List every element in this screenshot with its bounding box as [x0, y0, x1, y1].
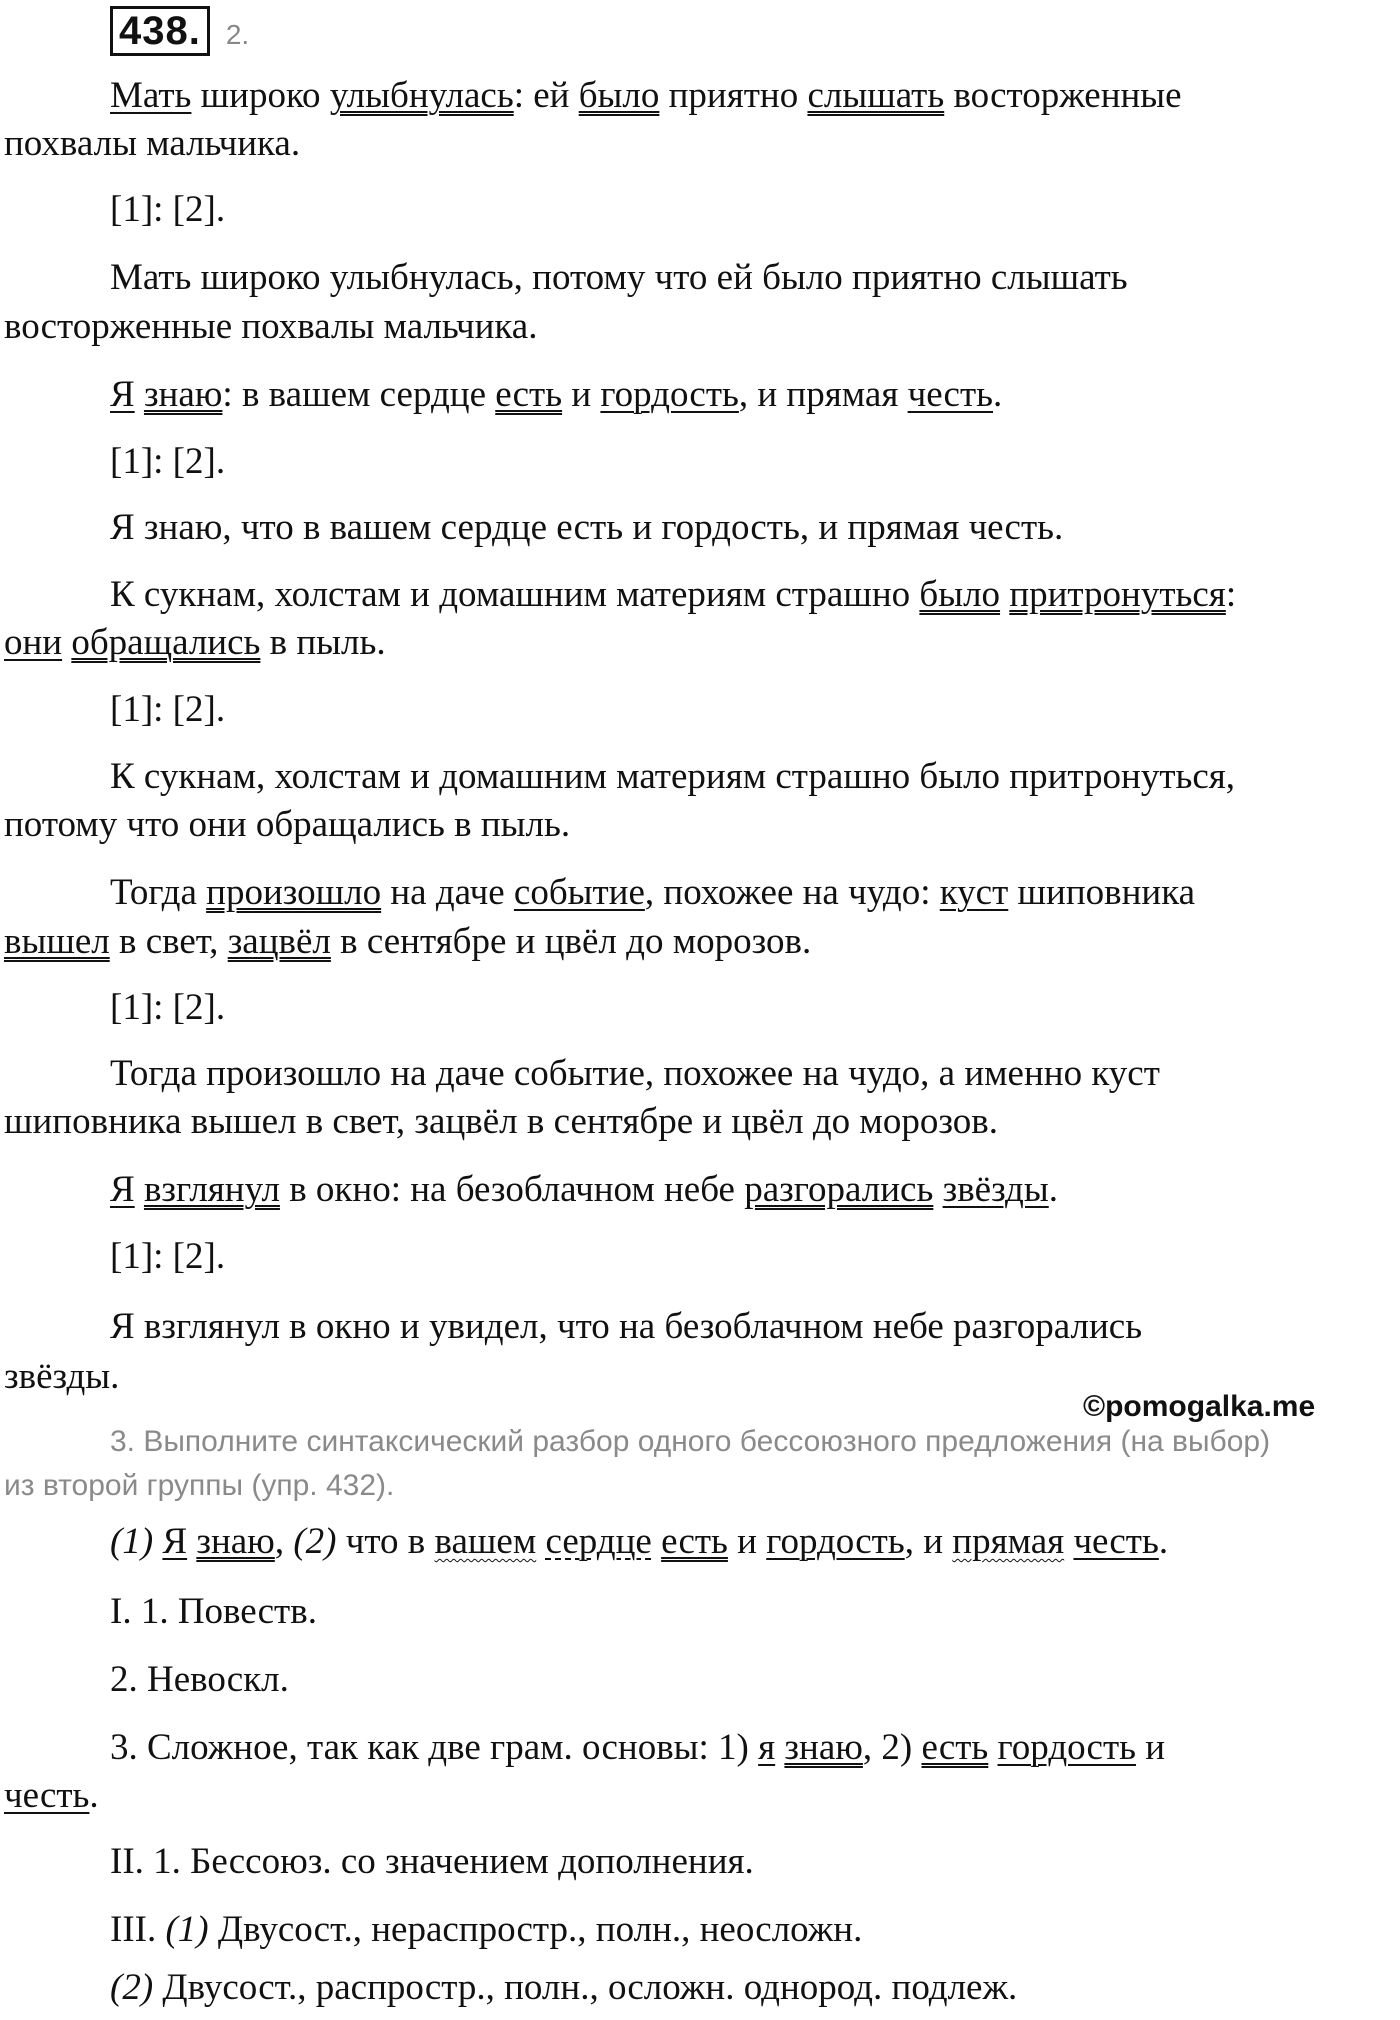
text-segment [988, 1727, 997, 1768]
marked-word: (1) [110, 1521, 154, 1562]
text-segment: , [274, 1521, 294, 1562]
text-line-4 [4, 305, 537, 349]
marked-word: честь [4, 1775, 90, 1816]
text-segment: Тогда произошло на даче событие, похожее на чудо, а именно куст [110, 1053, 1160, 1094]
text-line-3 [110, 256, 1128, 300]
text-segment: приятно [659, 75, 808, 116]
marked-word: Я [110, 1169, 135, 1210]
exercise-number: 438. [110, 6, 210, 56]
marked-word: 3. Выполните синтаксический разбор одного бессоюзного предложения (на выбор) [110, 1425, 1271, 1458]
text-line-5 [110, 373, 1002, 417]
text-segment [933, 1169, 942, 1210]
marked-word: куст [939, 872, 1009, 913]
text-segment: Мать широко улыбнулась, потому что ей было приятно слышать [110, 257, 1128, 298]
text-segment [187, 1521, 196, 1562]
analysis-line-5 [110, 1840, 754, 1884]
marked-word: Я [110, 374, 135, 415]
analysis-line-4 [4, 1774, 99, 1818]
text-line-10 [4, 803, 570, 847]
marked-word: обращались [71, 622, 261, 663]
analysis-line-6 [110, 1908, 862, 1952]
marked-word: слышать [807, 75, 945, 116]
text-segment [135, 374, 144, 415]
marked-word: Мать [110, 75, 192, 116]
text-line-9 [110, 755, 1235, 799]
text-segment: , и [904, 1521, 953, 1562]
analysis-sentence [110, 1520, 1168, 1564]
marked-word: честь [907, 374, 994, 415]
text-segment: . [993, 374, 1003, 415]
marked-word: улыбнулась [329, 75, 514, 116]
text-segment: , похожее на чудо: [644, 872, 940, 913]
analysis-line-2 [110, 1658, 289, 1702]
marked-word: есть [921, 1727, 989, 1768]
text-segment: [1]: [2]. [110, 689, 226, 730]
marked-word: было [919, 574, 1001, 615]
text-segment: и [1136, 1727, 1166, 1768]
marked-word: гордость [766, 1521, 905, 1562]
text-line-17 [4, 1355, 119, 1399]
marked-word: произошло [206, 872, 382, 913]
marked-word: знаю [196, 1521, 275, 1562]
marked-word: вышел [4, 921, 110, 962]
text-segment: I. 1. Повеств. [110, 1591, 317, 1632]
marked-word: звёзды [942, 1169, 1049, 1210]
text-segment: К сукнам, холстам и домашним материям страшно [110, 574, 920, 615]
marked-word: (1) [165, 1909, 209, 1950]
text-segment [62, 622, 71, 663]
text-line-2 [4, 122, 300, 166]
task-3-text-line-1 [110, 1418, 1270, 1464]
text-segment: в свет, [109, 921, 228, 962]
text-line-1 [110, 74, 1182, 118]
marked-word: гордость [600, 374, 739, 415]
marked-word: сердце [545, 1521, 652, 1562]
text-line-16 [110, 1305, 1142, 1349]
watermark: ©pomogalka.me [1083, 1390, 1316, 1423]
marked-word: событие [513, 872, 645, 913]
text-segment [652, 1521, 661, 1562]
text-line-6 [110, 506, 1063, 550]
text-segment: на даче [381, 872, 514, 913]
marked-word: прямая [952, 1521, 1065, 1562]
text-segment: . [1158, 1521, 1169, 1562]
marked-word: (2) [293, 1521, 337, 1562]
text-line-8 [4, 621, 386, 665]
text-line-15 [110, 1168, 1058, 1212]
text-segment: , и прямая [738, 374, 908, 415]
text-line-14 [4, 1100, 998, 1144]
task-number: 2. [225, 19, 250, 50]
text-segment: [1]: [2]. [110, 987, 226, 1028]
text-segment: : в вашем сердце [222, 374, 496, 415]
scheme-line-5 [110, 1235, 225, 1279]
analysis-line-1 [110, 1590, 317, 1634]
scheme-line-4 [110, 986, 225, 1030]
text-segment: . [89, 1775, 99, 1816]
marked-word: есть [661, 1521, 728, 1562]
text-segment [1000, 574, 1009, 615]
marked-word: притронуться [1009, 574, 1226, 615]
text-segment: II. 1. Бессоюз. со значением дополнения. [110, 1841, 754, 1882]
text-segment: [1]: [2]. [110, 189, 226, 230]
scheme-line-2 [110, 440, 225, 484]
text-segment: восторженные похвалы мальчика. [4, 306, 538, 347]
text-segment: шиповника [1008, 872, 1196, 913]
marked-word: знаю [143, 374, 223, 415]
marked-word: они [4, 622, 63, 663]
text-segment: и [727, 1521, 767, 1562]
text-segment: Я знаю, что в вашем сердце есть и гордость, и прямая честь. [110, 507, 1064, 548]
marked-word: знаю [784, 1727, 863, 1768]
text-segment: III. [110, 1909, 166, 1950]
text-segment: шиповника вышел в свет, зацвёл в сентябре и цвёл до морозов. [4, 1101, 998, 1142]
text-segment: восторженные [944, 75, 1182, 116]
text-segment: : [1225, 574, 1237, 615]
task-3-text-line-2 [4, 1462, 394, 1508]
text-segment: широко [191, 75, 330, 116]
marked-word: (2) [110, 1967, 154, 2008]
text-line-7 [110, 573, 1236, 617]
marked-word: зацвёл [227, 921, 331, 962]
marked-word: гордость [997, 1727, 1137, 1768]
text-segment: . [1048, 1169, 1058, 1210]
text-segment [135, 1169, 144, 1210]
text-segment: : ей [513, 75, 579, 116]
text-segment: Двусост., распростр., полн., осложн. однород. подлеж. [153, 1967, 1018, 2008]
text-line-13 [110, 1052, 1160, 1096]
text-segment: и [562, 374, 601, 415]
text-segment: что в [336, 1521, 435, 1562]
text-segment: К сукнам, холстам и домашним материям страшно было притронуться, [110, 756, 1236, 797]
text-segment: [1]: [2]. [110, 441, 226, 482]
marked-word: Я [162, 1521, 188, 1562]
marked-word: взглянул [143, 1169, 280, 1210]
text-segment: Я взглянул в окно и увидел, что на безоблачном небе разгорались [110, 1306, 1143, 1347]
text-segment: звёзды. [4, 1356, 120, 1397]
text-segment: Двусост., нераспростр., полн., неосложн. [208, 1909, 863, 1950]
text-line-12 [4, 920, 811, 964]
analysis-line-3 [110, 1726, 1165, 1770]
text-segment: [1]: [2]. [110, 1236, 226, 1277]
text-segment: в сентябре и цвёл до морозов. [330, 921, 812, 962]
marked-word: разгорались [744, 1169, 934, 1210]
text-segment: в пыль. [260, 622, 386, 663]
text-line-11 [110, 871, 1195, 915]
marked-word: есть [495, 374, 563, 415]
text-segment: 3. Сложное, так как две грам. основы: 1) [110, 1727, 759, 1768]
scheme-line-1 [110, 188, 225, 232]
analysis-line-7 [110, 1966, 1017, 2010]
marked-word: я [758, 1727, 776, 1768]
scheme-line-3 [110, 688, 225, 732]
marked-word: честь [1073, 1521, 1159, 1562]
text-segment: Тогда [110, 872, 207, 913]
marked-word: из второй группы (упр. 432). [4, 1469, 395, 1502]
marked-word: вашем [434, 1521, 537, 1562]
text-segment: 2. Невоскл. [110, 1659, 289, 1700]
marked-word: было [578, 75, 660, 116]
text-segment: , 2) [862, 1727, 922, 1768]
text-segment: потому что они обращались в пыль. [4, 804, 571, 845]
exercise-header [110, 6, 249, 58]
text-segment: в окно: на безоблачном небе [279, 1169, 745, 1210]
text-segment: похвалы мальчика. [4, 123, 301, 164]
